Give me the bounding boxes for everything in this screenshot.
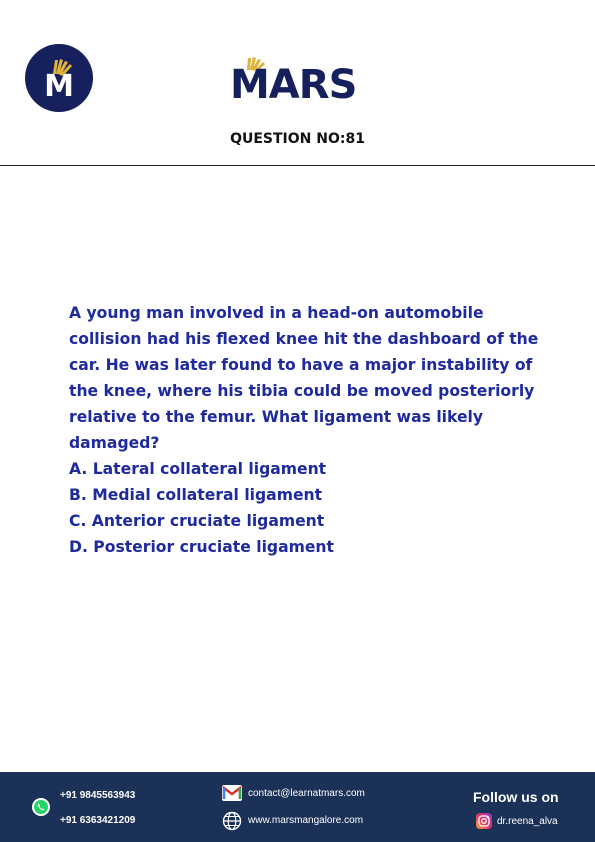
globe-icon xyxy=(222,811,242,831)
follow-label: Follow us on xyxy=(473,789,559,805)
header-divider xyxy=(0,165,595,166)
option-d: D. Posterior cruciate ligament xyxy=(69,538,334,556)
website-link[interactable]: www.marsmangalore.com xyxy=(248,815,364,826)
logo-letter: M xyxy=(44,69,74,104)
option-c: C. Anterior cruciate ligament xyxy=(69,512,325,530)
instagram-handle[interactable]: dr.reena_alva xyxy=(497,816,558,827)
whatsapp-icon xyxy=(31,797,51,817)
phone-1[interactable]: +91 9845563943 xyxy=(60,790,136,801)
question-number: QUESTION NO:81 xyxy=(230,131,365,147)
footer xyxy=(0,772,595,842)
question-block xyxy=(69,300,539,560)
brand-wordmark xyxy=(230,58,366,110)
gmail-icon xyxy=(222,785,242,801)
brand-name: MARS xyxy=(230,62,357,108)
phone-2[interactable]: +91 6363421209 xyxy=(60,815,136,826)
option-a: A. Lateral collateral ligament xyxy=(69,460,327,478)
mars-logo-icon xyxy=(25,44,93,112)
question-stem: A young man involved in a head-on automobile collision had his flexed knee hit the dashboard of the car. He was later found to have a major instability of the knee, where his tibia could be moved posteriorly relative to the femur. What ligament was likely damaged? xyxy=(69,304,539,452)
email-link[interactable]: contact@learnatmars.com xyxy=(248,788,365,799)
instagram-icon xyxy=(476,813,492,829)
option-b: B. Medial collateral ligament xyxy=(69,486,323,504)
